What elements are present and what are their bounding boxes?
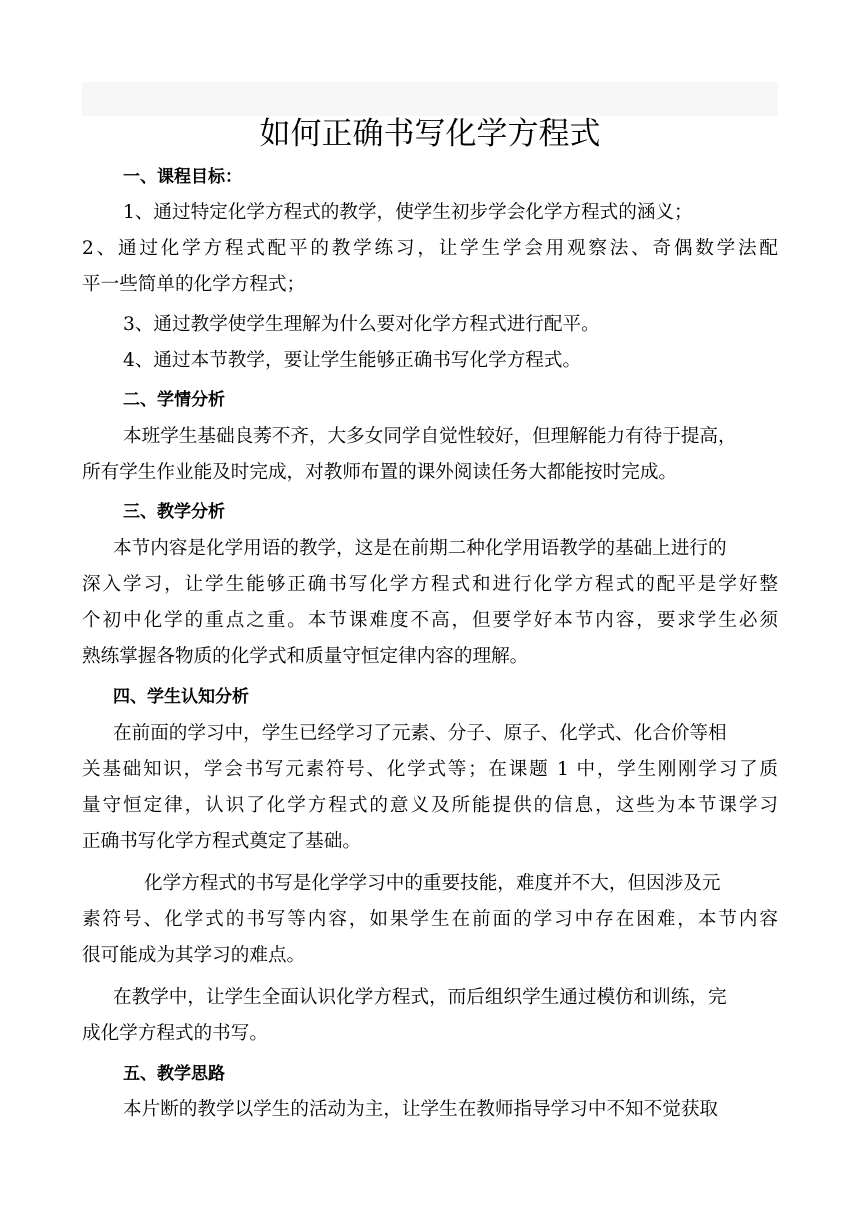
paragraph-line: 正确书写化学方程式奠定了基础。 — [82, 831, 361, 852]
paragraph-line: 素符号、化学式的书写等内容，如果学生在前面的学习中存在困难，本节内容 — [82, 909, 778, 930]
paragraph-line: 3、通过教学使学生理解为什么要对化学方程式进行配平。 — [123, 314, 600, 335]
paragraph-line: 本班学生基础良莠不齐，大多女同学自觉性较好，但理解能力有待于提高， — [123, 426, 737, 447]
paragraph-line: 平一些简单的化学方程式； — [82, 274, 306, 295]
paragraph-line: 量守恒定律，认识了化学方程式的意义及所能提供的信息，这些为本节课学习 — [82, 795, 778, 816]
paragraph-line: 4、通过本节教学，要让学生能够正确书写化学方程式。 — [123, 350, 582, 371]
paragraph-line: 关基础知识，学会书写元素符号、化学式等；在课题 1 中，学生刚刚学习了质 — [82, 759, 778, 780]
section-heading-teaching-approach: 五、教学思路 — [123, 1064, 225, 1084]
section-heading-goals: 一、课程目标： — [123, 167, 242, 187]
section-heading-cognitive-analysis: 四、学生认知分析 — [113, 687, 249, 707]
header-band — [82, 82, 778, 116]
paragraph-line: 本节内容是化学用语的教学，这是在前期二种化学用语教学的基础上进行的 — [113, 538, 727, 559]
section-heading-student-situation: 二、学情分析 — [123, 390, 225, 410]
paragraph-line: 在前面的学习中，学生已经学习了元素、分子、原子、化学式、化合价等相 — [113, 723, 727, 744]
paragraph-line: 深入学习，让学生能够正确书写化学方程式和进行化学方程式的配平是学好整 — [82, 574, 778, 595]
paragraph-line: 1、通过特定化学方程式的教学，使学生初步学会化学方程式的涵义； — [123, 202, 693, 223]
paragraph-line: 化学方程式的书写是化学学习中的重要技能，难度并不大，但因涉及元 — [144, 873, 721, 894]
paragraph-line: 个初中化学的重点之重。本节课难度不高，但要学好本节内容，要求学生必须 — [82, 610, 778, 631]
section-heading-teaching-analysis: 三、教学分析 — [123, 502, 225, 522]
paragraph-line: 所有学生作业能及时完成，对教师布置的课外阅读任务大都能按时完成。 — [82, 462, 678, 483]
paragraph-line: 很可能成为其学习的难点。 — [82, 945, 306, 966]
paragraph-line: 成化学方程式的书写。 — [82, 1023, 268, 1044]
paragraph-line: 在教学中，让学生全面认识化学方程式，而后组织学生通过模仿和训练，完 — [113, 987, 727, 1008]
document-title: 如何正确书写化学方程式 — [259, 116, 601, 152]
paragraph-line: 熟练掌握各物质的化学式和质量守恒定律内容的理解。 — [82, 646, 529, 667]
paragraph-line: 本片断的教学以学生的活动为主，让学生在教师指导学习中不知不觉获取 — [123, 1099, 719, 1120]
paragraph-line: 2、通过化学方程式配平的教学练习，让学生学会用观察法、奇偶数学法配 — [82, 238, 778, 259]
